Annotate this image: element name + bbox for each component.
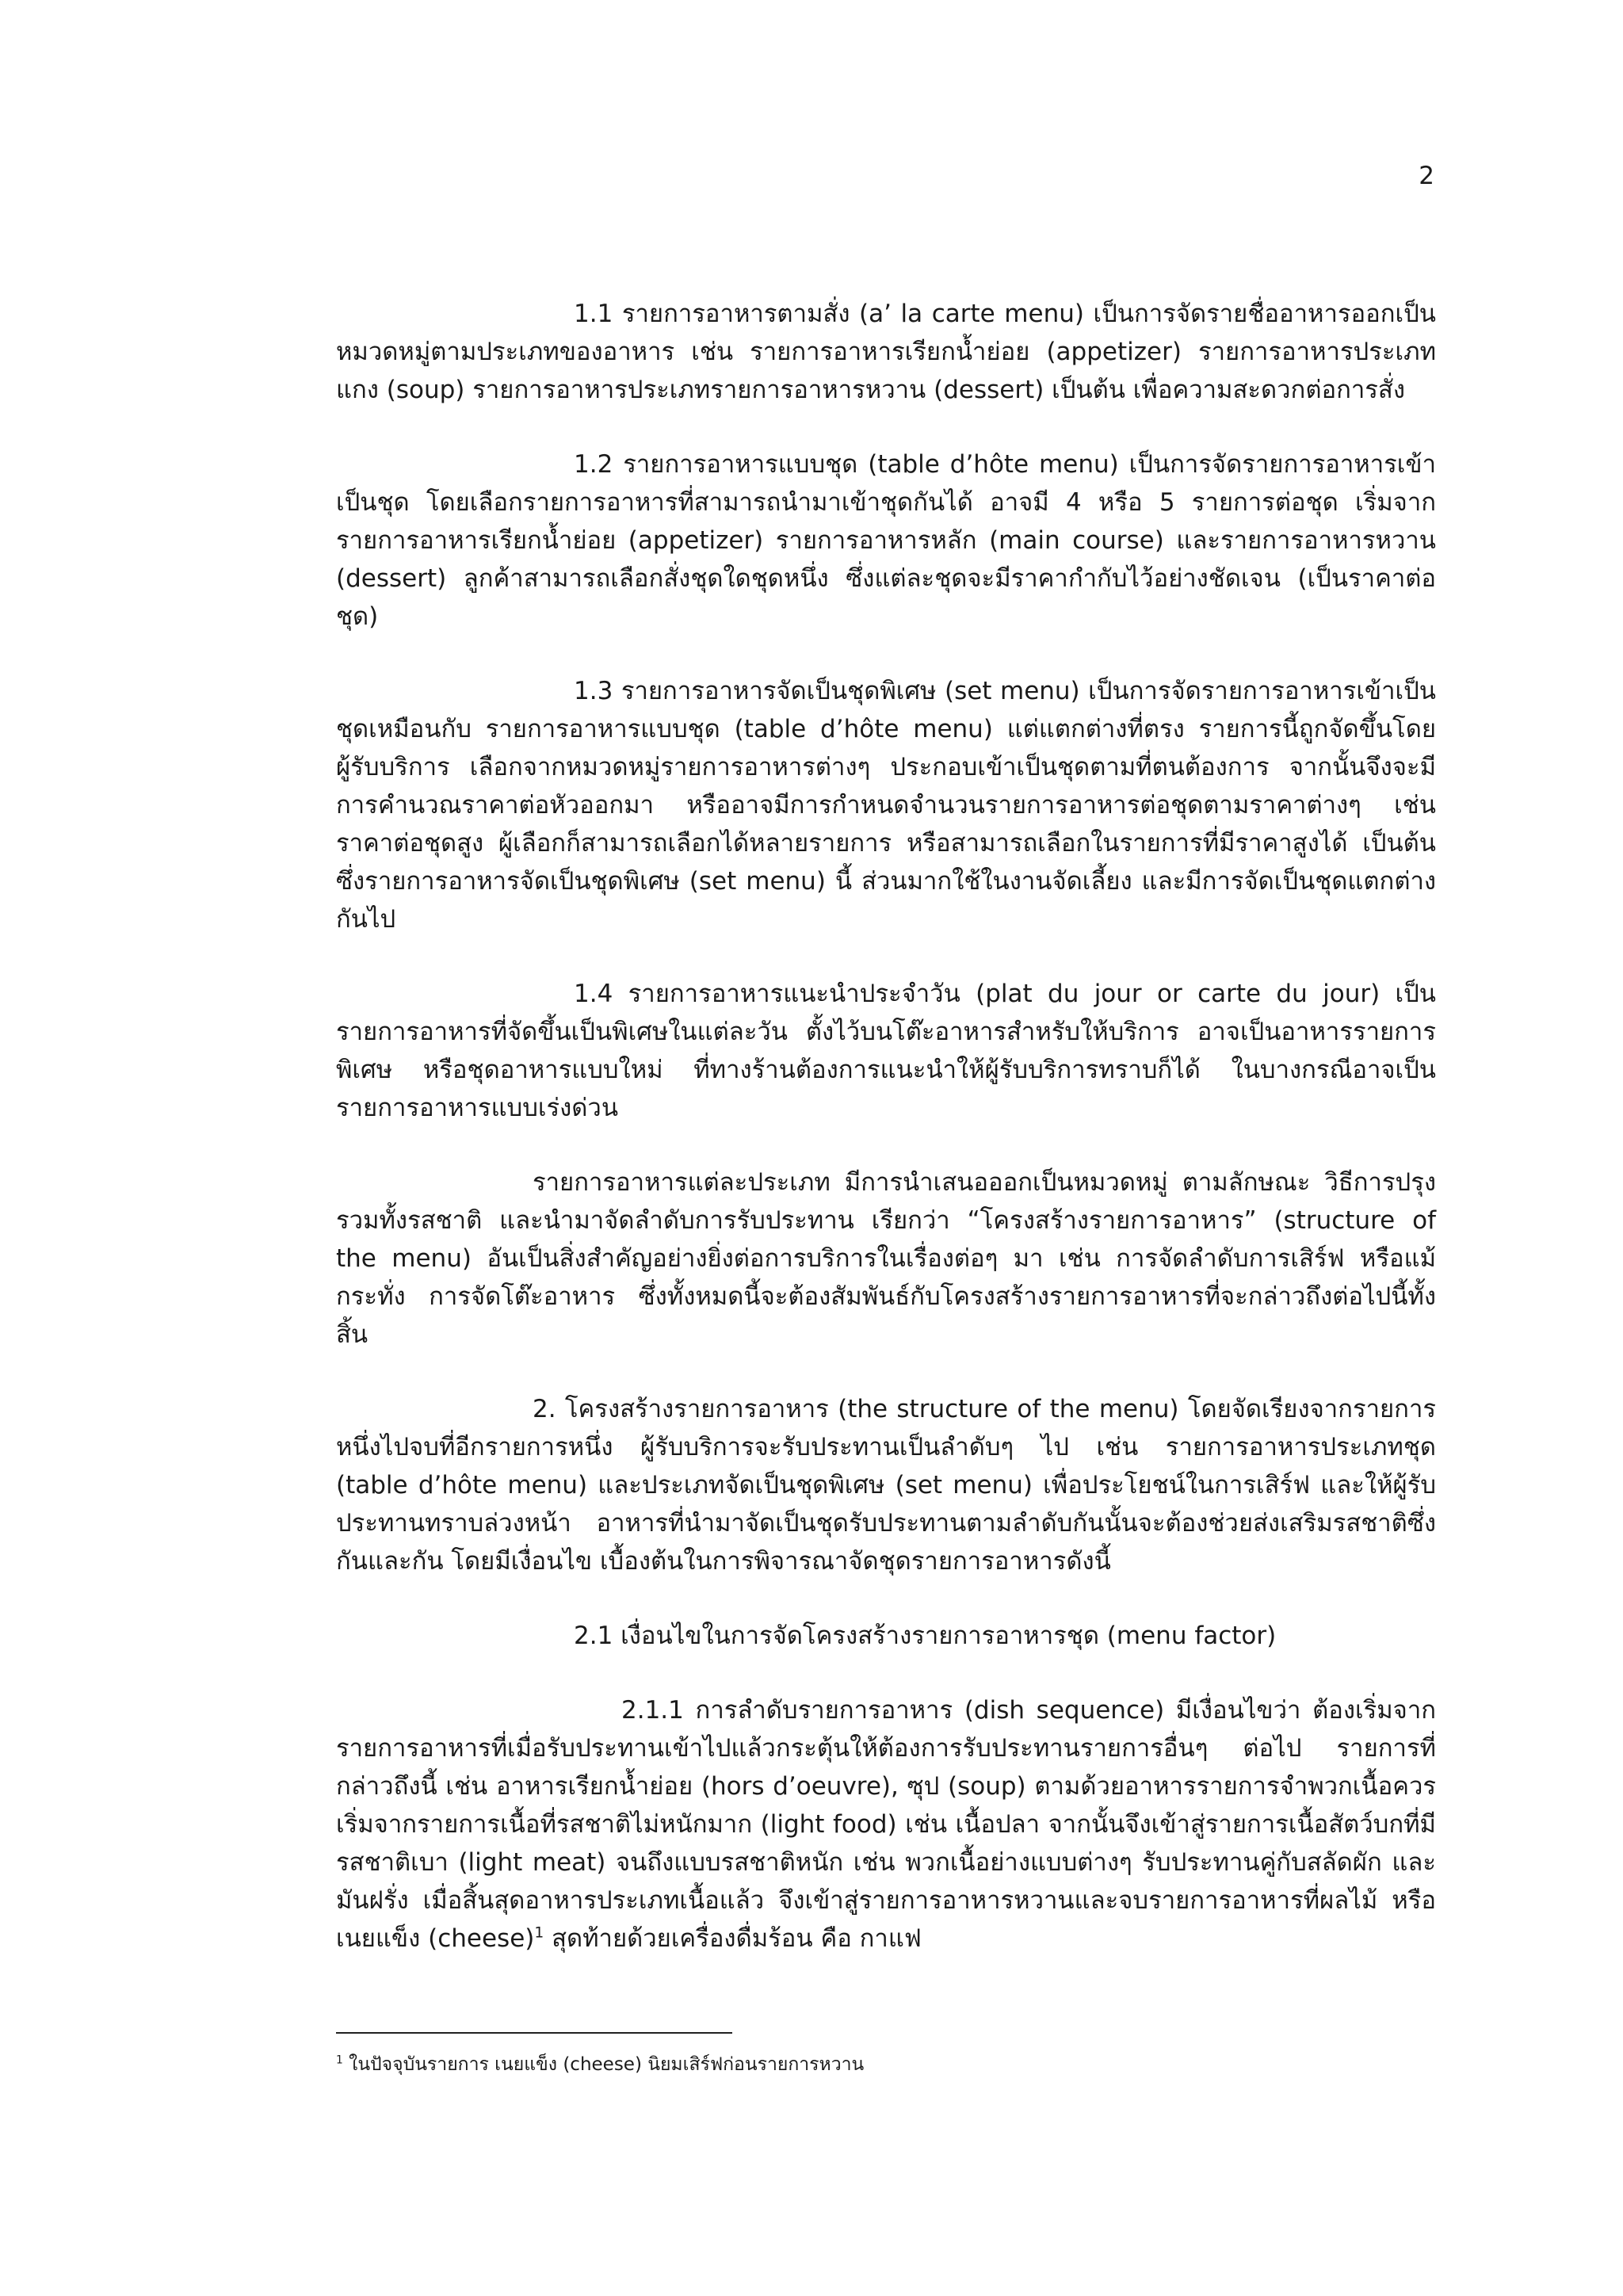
body-text (336, 295, 1436, 1994)
heading-2-1: 2.1 เงื่อนไขในการจัดโครงสร้างรายการอาหารชุด (menu factor) (574, 1622, 1277, 1650)
footnote-divider (336, 2032, 732, 2034)
footnote-mark: 1 (336, 2053, 343, 2067)
paragraph-2-1-1-text: 2.1.1 การลำดับรายการอาหาร (dish sequence) มีเงื่อนไขว่า ต้องเริ่มจากรายการอาหารที่เมื่อรับประทานเข้าไปแล้วกระตุ้นให้ต้องการรับประทานรายการอื่นๆ ต่อไป รายการที่กล่าวถึงนี้ เช่น อาหารเรียกน้ำย่อย (hors d’oeuvre), ซุป (soup) ตามด้วยอาหารรายการจำพวกเนื้อควรเริ่มจากรายการเนื้อที่รสชาติไม่หนักมาก (light food) เช่น เนื้อปลา จากนั้นจึงเข้าสู่รายการเนื้อสัตว์บกที่มีรสชาติเบา (light meat) จนถึงแบบรสชาติหนัก เช่น พวกเนื้อย่างแบบต่างๆ รับประทานคู่กับสลัดผัก และมันฝรั่ง เมื่อสิ้นสุดอาหารประเภทเนื้อแล้ว จึงเข้าสู่รายการอาหารหวานและจบรายการอาหารที่ผลไม้ หรือ เนยแข็ง (cheese) (336, 1696, 1436, 1953)
paragraph-1-1: 1.1 รายการอาหารตามสั่ง (a’ la carte menu) เป็นการจัดรายชื่ออาหารออกเป็นหมวดหมู่ตามประเภทของอาหาร เช่น รายการอาหารเรียกน้ำย่อย (appetizer) รายการอาหารประเภทแกง (soup) รายการอาหารประเภทรายการอาหารหวาน (dessert) เป็นต้น เพื่อความสะดวกต่อการสั่ง (336, 300, 1436, 404)
paragraph-1-4: 1.4 รายการอาหารแนะนำประจำวัน (plat du jour or carte du jour) เป็นรายการอาหารที่จัดขึ้นเป็นพิเศษในแต่ละวัน ตั้งไว้บนโต๊ะอาหารสำหรับให้บริการ อาจเป็นอาหารรายการพิเศษ หรือชุดอาหารแบบใหม่ ที่ทางร้านต้องการแนะนำให้ผู้รับบริการทราบก็ได้ ในบางกรณีอาจเป็นรายการอาหารแบบเร่งด่วน (336, 980, 1436, 1122)
footnote-reference: 1 (534, 1924, 544, 1942)
paragraph-summary: รายการอาหารแต่ละประเภท มีการนำเสนอออกเป็นหมวดหมู่ ตามลักษณะ วิธีการปรุง รวมทั้งรสชาติ และนำมาจัดลำดับการรับประทาน เรียกว่า “โครงสร้างรายการอาหาร” (structure of the menu) อันเป็นสิ่งสำคัญอย่างยิ่งต่อการบริการในเรื่องต่อๆ มา เช่น การจัดลำดับการเสิร์ฟ หรือแม้กระทั่ง การจัดโต๊ะอาหาร ซึ่งทั้งหมดนี้จะต้องสัมพันธ์กับโครงสร้างรายการอาหารที่จะกล่าวถึงต่อไปนี้ทั้งสิ้น (336, 1168, 1436, 1349)
paragraph-1-2: 1.2 รายการอาหารแบบชุด (table d’hôte menu) เป็นการจัดรายการอาหารเข้าเป็นชุด โดยเลือกรายการอาหารที่สามารถนำมาเข้าชุดกันได้ อาจมี 4 หรือ 5 รายการต่อชุด เริ่มจากรายการอาหารเรียกน้ำย่อย (appetizer) รายการอาหารหลัก (main course) และรายการอาหารหวาน (dessert) ลูกค้าสามารถเลือกสั่งชุดใดชุดหนึ่ง ซึ่งแต่ละชุดจะมีราคากำกับไว้อย่างชัดเจน (เป็นราคาต่อชุด) (336, 450, 1436, 631)
paragraph-2-1-1-text-end: สุดท้ายด้วยเครื่องดื่มร้อน คือ กาแฟ (544, 1924, 922, 1953)
paragraph-1-3: 1.3 รายการอาหารจัดเป็นชุดพิเศษ (set menu) เป็นการจัดรายการอาหารเข้าเป็นชุดเหมือนกับ รายการอาหารแบบชุด (table d’hôte menu) แต่แตกต่างที่ตรง รายการนี้ถูกจัดขึ้นโดยผู้รับบริการ เลือกจากหมวดหมู่รายการอาหารต่างๆ ประกอบเข้าเป็นชุดตามที่ตนต้องการ จากนั้นจึงจะมีการคำนวณราคาต่อหัวออกมา หรืออาจมีการกำหนดจำนวนรายการอาหารต่อชุดตามราคาต่างๆ เช่นราคาต่อชุดสูง ผู้เลือกก็สามารถเลือกได้หลายรายการ หรือสามารถเลือกในรายการที่มีราคาสูงได้ เป็นต้น ซึ่งรายการอาหารจัดเป็นชุดพิเศษ (set menu) นี้ ส่วนมากใช้ในงานจัดเลี้ยง และมีการจัดเป็นชุดแตกต่างกันไป (336, 677, 1436, 934)
paragraph-2-1-1 (336, 1691, 1436, 1958)
paragraph-2: 2. โครงสร้างรายการอาหาร (the structure of the menu) โดยจัดเรียงจากรายการหนึ่งไปจบที่อีกรายการหนึ่ง ผู้รับบริการจะรับประทานเป็นลำดับๆ ไป เช่น รายการอาหารประเภทชุด (table d’hôte menu) และประเภทจัดเป็นชุดพิเศษ (set menu) เพื่อประโยชน์ในการเสิร์ฟ และให้ผู้รับประทานทราบล่วงหน้า อาหารที่นำมาจัดเป็นชุดรับประทานตามลำดับกันนั้นจะต้องช่วยส่งเสริมรสชาติซึ่งกันและกัน โดยมีเงื่อนไข เบื้องต้นในการพิจารณาจัดชุดรายการอาหารดังนี้ (336, 1395, 1436, 1576)
page-number: 2 (1419, 162, 1434, 190)
footnote-text: ในปัจจุบันรายการ เนยแข็ง (cheese) นิยมเสิร์ฟก่อนรายการหวาน (342, 2054, 865, 2075)
footnote (336, 2051, 864, 2078)
